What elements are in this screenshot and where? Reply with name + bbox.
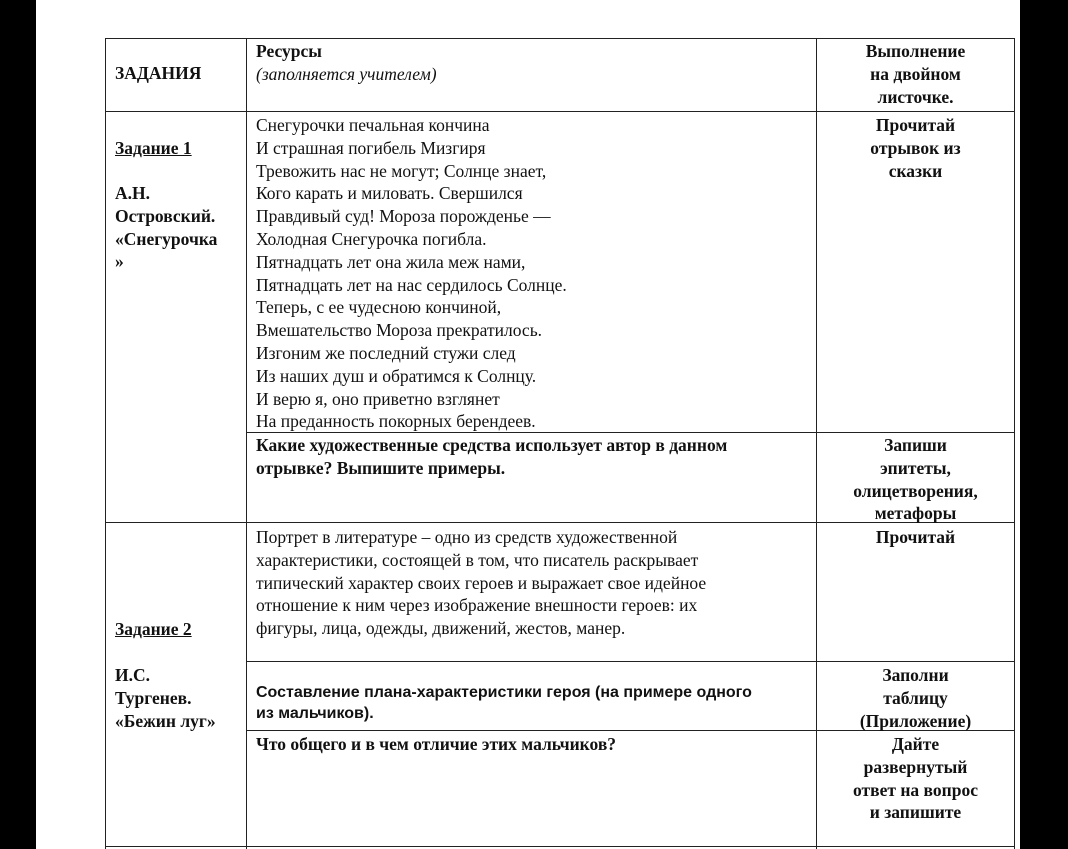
poem-line: Пятнадцать лет она жила меж нами, (256, 251, 526, 272)
task1-action1 (817, 114, 1014, 182)
task2-plan-line: из мальчиков). (256, 705, 374, 722)
poem-line: На преданность покорных берендеев. (256, 411, 536, 432)
task1-author (115, 182, 217, 273)
document-page (36, 0, 1020, 849)
task2-question: Что общего и в чем отличие этих мальчиков? (256, 734, 617, 754)
task2-plan (256, 682, 752, 724)
task2-action2-line: таблицу (883, 687, 948, 708)
poem-line: Снегурочки печальная кончина (256, 115, 490, 135)
task1-author-line: А.Н. (115, 183, 150, 203)
portrait-line: фигуры, лица, одежды, движений, жестов, манер. (256, 618, 626, 639)
task1-poem (256, 114, 567, 433)
header-execution-line: листочке. (877, 86, 954, 107)
task2-action2-line: (Приложение) (859, 710, 972, 731)
header-row-bottom (105, 111, 1015, 112)
task2-inner-divider-1 (246, 661, 1015, 662)
header-execution-line: Выполнение (865, 41, 966, 61)
task1-author-line: «Снегурочка (115, 228, 218, 249)
task1-author-line: » (115, 251, 124, 272)
task2-action1 (817, 526, 1014, 549)
task2-action3-line: Дайте (891, 734, 940, 754)
portrait-line: характеристики, состоящей в том, что писатель раскрывает (256, 549, 699, 570)
header-execution-line: на двойном (870, 63, 961, 84)
task2-author (115, 664, 216, 732)
poem-line: Вмешательство Мороза прекратилось. (256, 320, 543, 341)
poem-line: Правдивый суд! Мороза порожденье — (256, 206, 551, 227)
header-tasks: ЗАДАНИЯ (115, 63, 202, 83)
task2-action1-line: Прочитай (875, 527, 956, 547)
task2-action3-line: ответ на вопрос (853, 779, 978, 800)
task2-plan-line: Составление плана-характеристики героя (на примере одного (256, 684, 752, 701)
task1-action2-line: метафоры (874, 503, 957, 524)
task2-author-line: И.С. (115, 665, 150, 685)
portrait-line: типический характер своих героев и выражает свое идейное (256, 572, 707, 593)
table-border-right (1014, 38, 1015, 849)
task2-author-line: Тургенев. (115, 687, 192, 708)
table-bottom-divider (105, 846, 1015, 847)
task2-action2-line: Заполни (882, 665, 949, 685)
header-resources-title: Ресурсы (256, 41, 322, 61)
task1-question-line: отрывке? Выпишите примеры. (256, 457, 506, 478)
column-divider-1 (246, 38, 247, 849)
poem-line: И верю я, оно приветно взглянет (256, 388, 500, 409)
task2-title: Задание 2 (115, 619, 192, 639)
task2-author-line: «Бежин луг» (115, 710, 216, 731)
portrait-line: Портрет в литературе – одно из средств художественной (256, 527, 678, 547)
poem-line: Из наших душ и обратимся к Солнцу. (256, 365, 537, 386)
header-resources-subtitle: (заполняется учителем) (256, 64, 437, 84)
task1-action2-line: эпитеты, (880, 457, 951, 478)
task1-action2 (817, 434, 1014, 525)
poem-line: И страшная погибель Мизгиря (256, 137, 486, 158)
poem-line: Холодная Снегурочка погибла. (256, 228, 487, 249)
poem-line: Кого карать и миловать. Свершился (256, 183, 523, 204)
task2-action3-line: развернутый (863, 756, 968, 777)
task1-action1-line: отрывок из (870, 137, 961, 158)
task1-title: Задание 1 (115, 138, 192, 158)
poem-line: Пятнадцать лет на нас сердилось Солнце. (256, 274, 567, 295)
task1-action1-line: сказки (888, 160, 943, 181)
task1-question (256, 434, 727, 480)
table-border-left (105, 38, 106, 849)
header-execution (817, 40, 1014, 108)
task2-action2 (817, 664, 1014, 732)
task1-action1-line: Прочитай (875, 115, 956, 135)
table-border-top (105, 38, 1015, 39)
poem-line: Тревожить нас не могут; Солнце знает, (256, 160, 547, 181)
task1-action2-line: Запиши (884, 435, 947, 455)
task1-author-line: Островский. (115, 205, 216, 226)
poem-line: Изгоним же последний стужи след (256, 342, 516, 363)
poem-line: Теперь, с ее чудесною кончиной, (256, 297, 502, 318)
task2-action3-line: и запишите (869, 802, 962, 823)
task1-question-line: Какие художественные средства использует автор в данном (256, 435, 728, 455)
task2-portrait-text (256, 526, 706, 640)
portrait-line: отношение к ним через изображение внешности героев: их (256, 595, 698, 616)
task1-action2-line: олицетворения, (853, 480, 978, 501)
task2-action3 (817, 733, 1014, 824)
